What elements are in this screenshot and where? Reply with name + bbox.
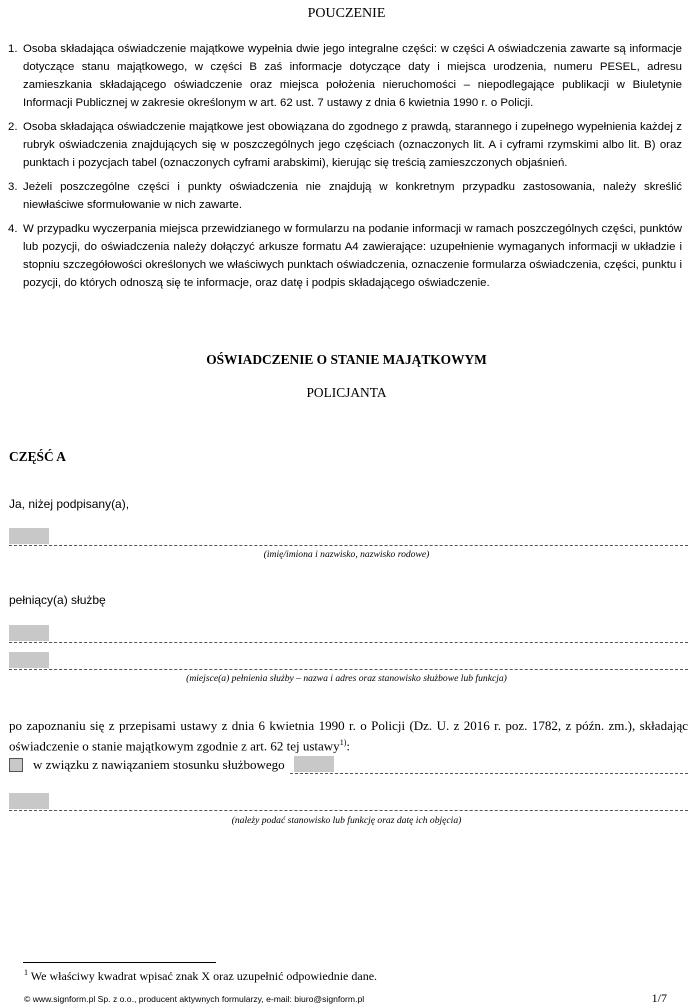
item-number: 1. (8, 43, 18, 55)
item-number: 3. (8, 181, 18, 193)
declaration-title: OŚWIADCZENIE O STANIE MAJĄTKOWYM (206, 352, 487, 367)
employment-checkbox[interactable] (9, 758, 23, 772)
page-title: POUCZENIE (307, 6, 386, 21)
statement-body: po zapoznaniu się z przepisami ustawy z dnia 6 kwietnia 1990 r. o Policji (Dz. U. z 2016 r. poz. 1782, z późn. zm.), składając oświadczenie o stanie majątkowym zgodnie z art. 62 tej ustawy (9, 718, 688, 754)
checkbox-label: w związku z nawiązaniem stosunku służbowego (33, 757, 285, 772)
service-caption: (miejsce(a) pełnienia służby – nazwa i adres oraz stanowisko służbowe lub funkcja) (186, 673, 507, 684)
footnote-ref: 1) (339, 738, 347, 747)
service-line-2 (9, 669, 688, 670)
service-place-input-1[interactable] (9, 625, 49, 641)
footer-copyright: © www.signform.pl Sp. z o.o., producent aktywnych formularzy, e-mail: biuro@signform.pl (24, 994, 365, 1004)
list-item (8, 118, 682, 172)
employment-line (290, 773, 688, 774)
footnote-text: We właściwy kwadrat wpisać znak X oraz uzupełnić odpowiednie dane. (30, 969, 378, 983)
declaration-subtitle: POLICJANTA (306, 385, 387, 400)
position-caption: (należy podać stanowisko lub funkcję oraz datę ich objęcia) (231, 815, 462, 826)
item-number: 2. (8, 121, 18, 133)
serving-label: pełniący(a) służbę (9, 593, 106, 607)
item-text: Osoba składająca oświadczenie majątkowe wypełnia dwie jego integralne części: w części A oświadczenia zawarte są informacje dotyczące stanu majątkowego, w części B zaś informacje dotyczące daty i miejsca urodzenia, numeru PESEL, adresu zamieszkania składającego oświadczenie oraz miejsca położenia nieruchomości – niepodlegające publikacji w Biuletynie Informacji Publicznej w zakresie określonym w art. 62 ust. 7 ustawy z dnia 6 kwietnia 1990 r. o Policji. (23, 43, 682, 109)
name-line (9, 545, 688, 546)
item-text: Osoba składająca oświadczenie majątkowe jest obowiązana do zgodnego z prawdą, starannego i zupełnego wypełnienia każdej z rubryk oświadczenia znajdujących się w poszczególnych jego częściach (oznaczonych lit. A i cyframi rzymskimi albo lit. B) oraz punktach i pozycjach tabel (oznaczonych cyframi arabskimi), kierując się treścią zamieszczonych objaśnień. (23, 121, 682, 169)
statement-text (9, 717, 688, 754)
instructions-list (8, 40, 682, 298)
footnote (24, 968, 377, 984)
footnote-number: 1 (24, 968, 28, 977)
name-caption: (imię/imiona i nazwisko, nazwisko rodowe) (263, 549, 430, 560)
list-item (8, 178, 682, 214)
item-number: 4. (8, 223, 18, 235)
item-text: W przypadku wyczerpania miejsca przewidzianego w formularzu na podanie informacji w ramach poszczególnych części, punktów lub pozycji, do oświadczenia należy dołączyć arkusze formatu A4 zawierające: uzupełnienie wymaganych informacji w układzie i stopniu szczegółowości określonych we właściwych punktach oświadczenia, oznaczenie formularza oświadczenia, części, punktu i pozycji, do których odnoszą się te informacje, oraz datę i podpis składającego oświadczenie. (23, 223, 682, 289)
part-heading: CZĘŚĆ A (9, 449, 66, 464)
list-item (8, 40, 682, 112)
item-text: Jeżeli poszczególne części i punkty oświadczenia nie znajdują w konkretnym przypadku zastosowania, należy skreślić niewłaściwe sformułowanie w nich zawarte. (23, 181, 682, 211)
footnote-separator (23, 962, 216, 963)
service-line-1 (9, 642, 688, 643)
service-place-input-2[interactable] (9, 652, 49, 668)
employment-date-input[interactable] (294, 756, 334, 772)
list-item (8, 220, 682, 292)
signed-label: Ja, niżej podpisany(a), (9, 497, 130, 511)
name-input[interactable] (9, 528, 49, 544)
statement-colon: : (346, 738, 350, 754)
position-input[interactable] (9, 793, 49, 809)
position-line (9, 810, 688, 811)
page-number: 1/7 (651, 991, 667, 1005)
